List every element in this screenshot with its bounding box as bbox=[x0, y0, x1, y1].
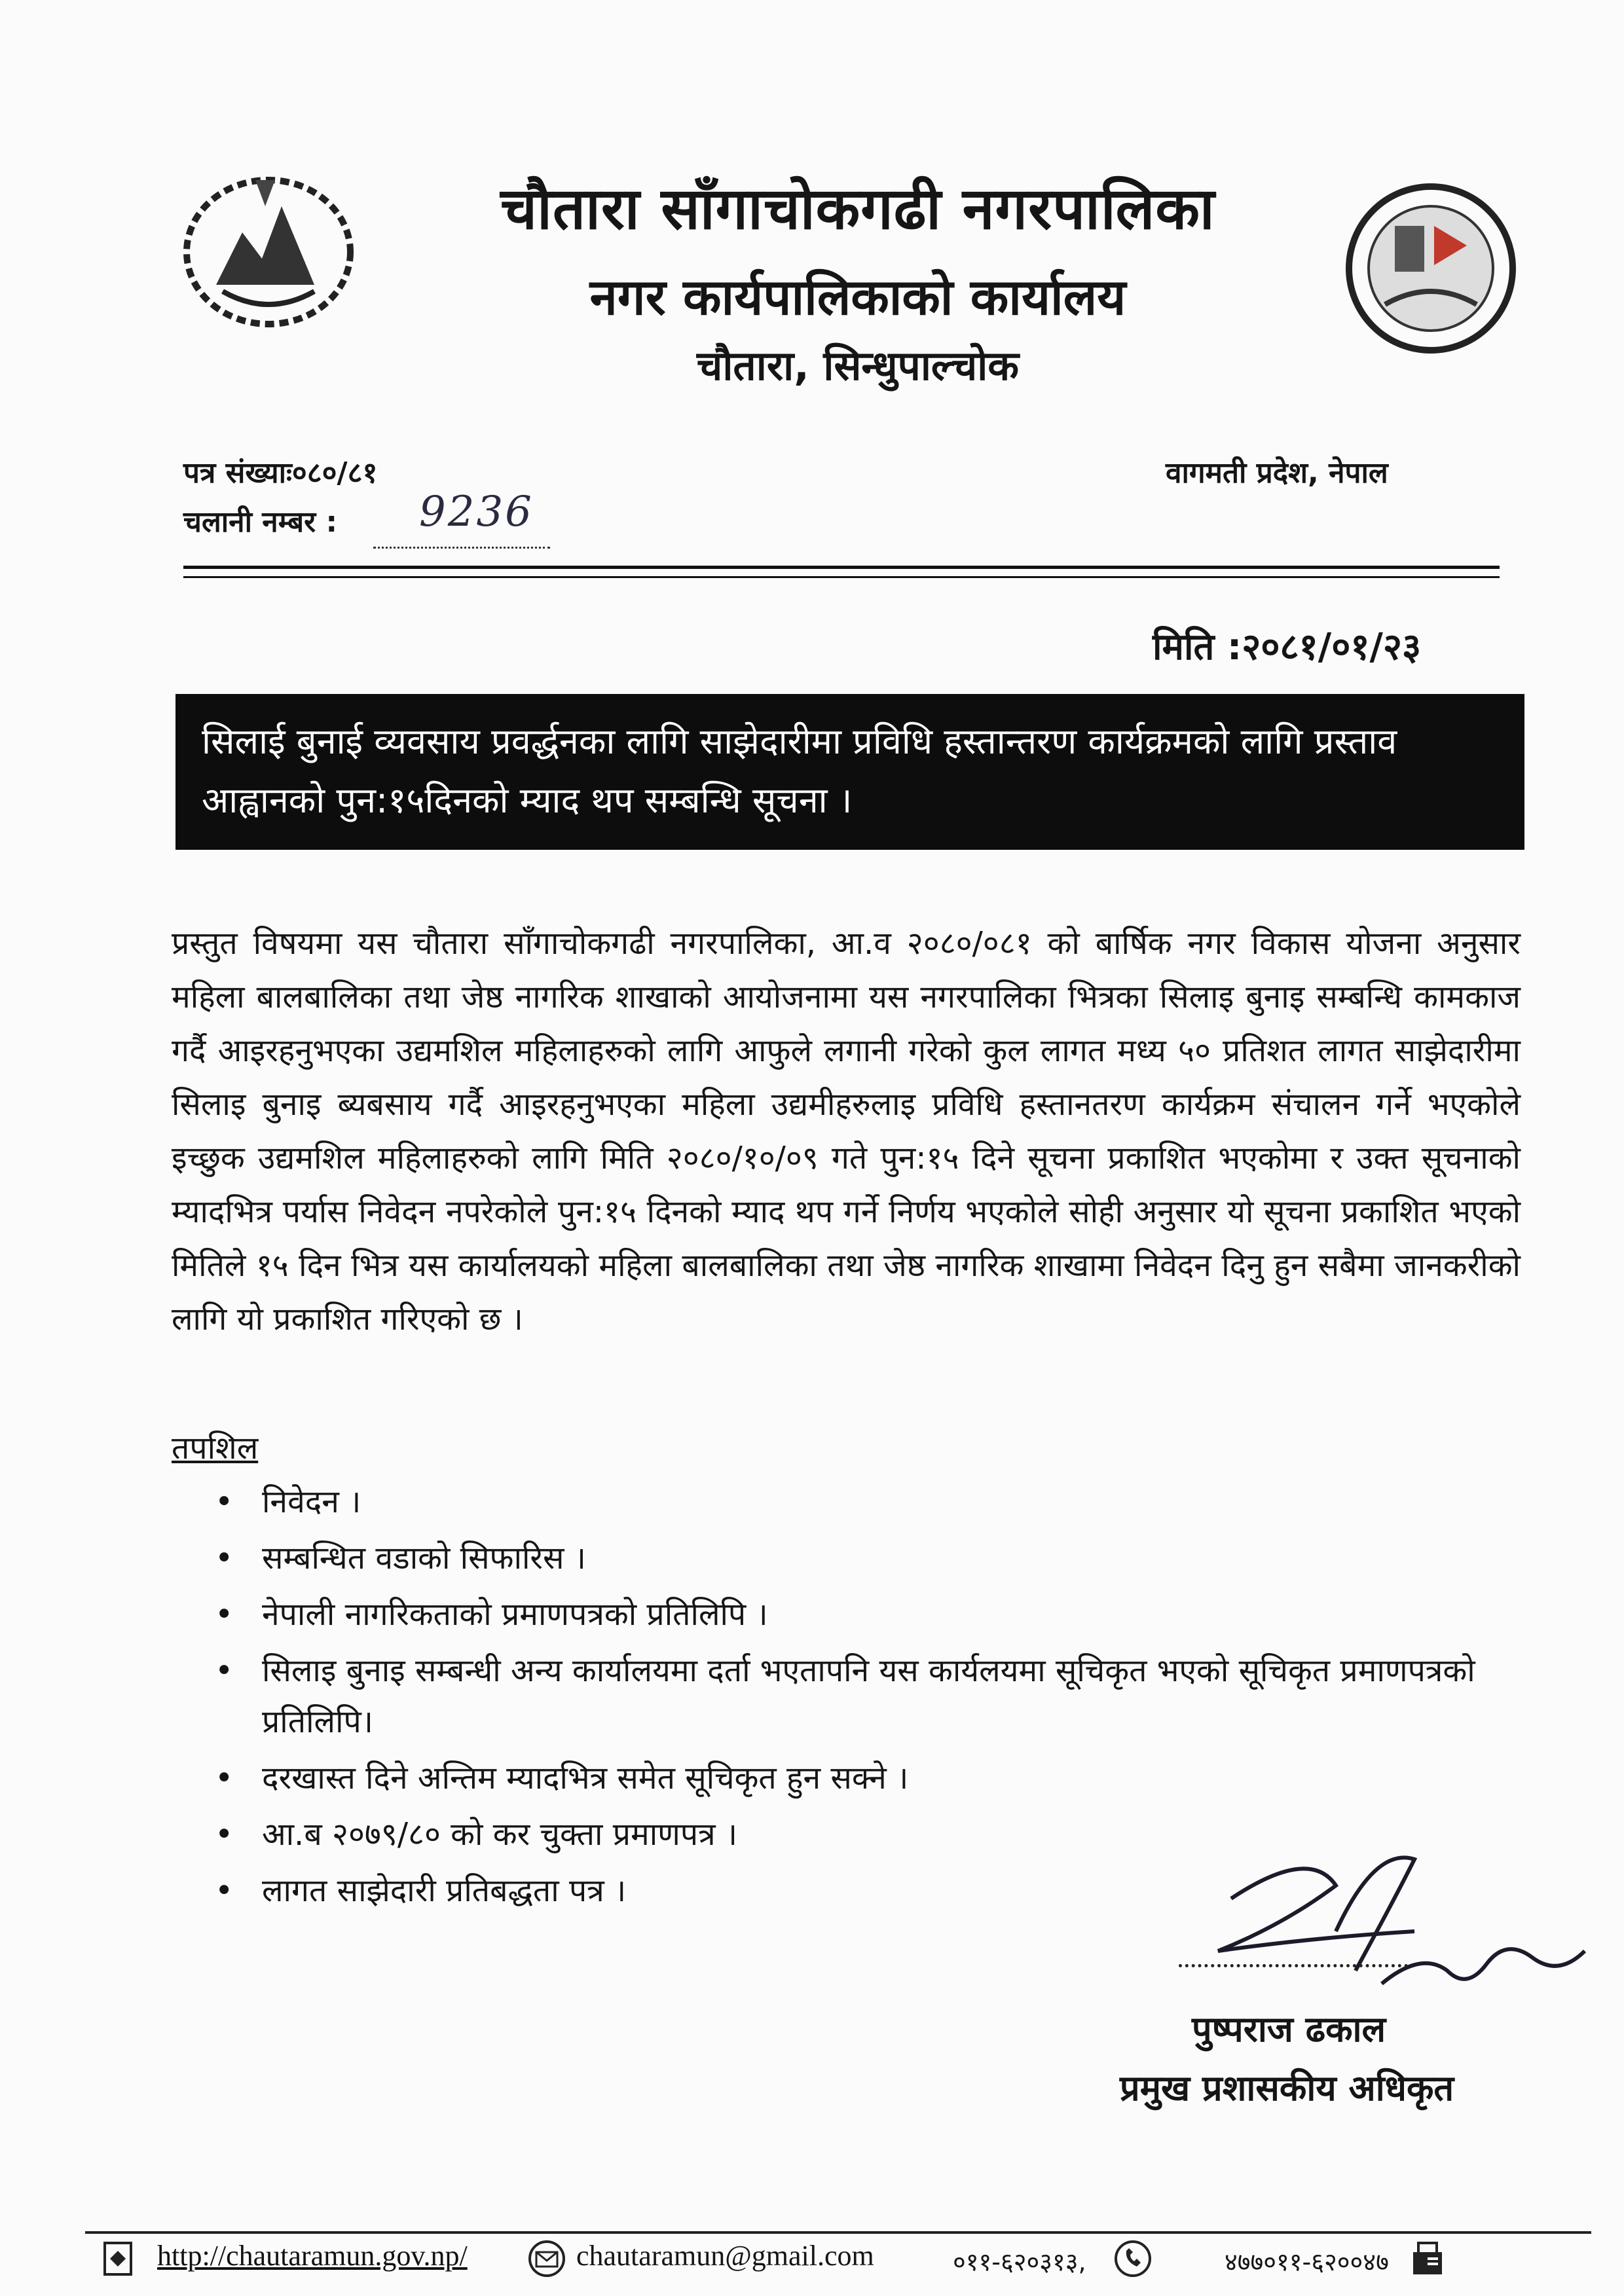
office-address: चौतारा, सिन्धुपाल्चोक bbox=[697, 342, 1019, 390]
phone-icon bbox=[1113, 2239, 1153, 2278]
fax-icon bbox=[1408, 2239, 1447, 2278]
header-divider-thin bbox=[183, 576, 1500, 578]
list-item: • नेपाली नागरिकताको प्रमाणपत्रको प्रतिलिपि । bbox=[210, 1589, 1519, 1640]
web-icon bbox=[98, 2239, 138, 2278]
footer-divider bbox=[85, 2231, 1591, 2234]
signatory-title: प्रमुख प्रशासकीय अधिकृत bbox=[1120, 2068, 1454, 2109]
subject-text: सिलाई बुनाई व्यवसाय प्रवर्द्धनका लागि साझेदारीमा प्रविधि हस्तान्तरण कार्यक्रमको लागि प्रस्ताव आह्वानको पुन:१५दिनको म्याद थप सम्बन्धि सूचना । bbox=[202, 721, 1397, 821]
bullet-icon: • bbox=[215, 1872, 234, 1909]
subject-banner bbox=[175, 694, 1524, 850]
signature-line bbox=[1179, 1964, 1408, 1967]
list-item: • सम्बन्धित वडाको सिफारिस । bbox=[210, 1533, 1519, 1584]
header-divider bbox=[183, 566, 1500, 569]
annex-title: तपशिल bbox=[172, 1430, 259, 1467]
dispatch-number-handwritten: 9236 bbox=[419, 488, 534, 536]
bullet-icon: • bbox=[215, 1652, 234, 1689]
letter-number: पत्र संख्याः०८०/८१ bbox=[183, 456, 378, 490]
dispatch-underline bbox=[373, 547, 550, 549]
date: मिति :२०८१/०१/२३ bbox=[1153, 626, 1422, 668]
bullet-icon: • bbox=[215, 1484, 234, 1520]
mail-icon bbox=[527, 2239, 566, 2278]
province-label: वागमती प्रदेश, नेपाल bbox=[1166, 456, 1388, 490]
bullet-icon: • bbox=[215, 1540, 234, 1576]
list-item: • निवेदन । bbox=[210, 1476, 1519, 1527]
list-item: • लागत साझेदारी प्रतिबद्धता पत्र । bbox=[210, 1865, 1519, 1916]
bullet-icon: • bbox=[215, 1816, 234, 1853]
list-item: • दरखास्त दिने अन्तिम म्यादभित्र समेत सूचिकृत हुन सक्ने । bbox=[210, 1753, 1519, 1804]
municipality-logo bbox=[1333, 180, 1529, 357]
signatory-name: पुष्पराज ढकाल bbox=[1192, 2009, 1386, 2050]
mobile-number: ४७७०११-६२००४७ bbox=[1225, 2248, 1389, 2276]
website-link[interactable]: http://chautaramun.gov.np/ bbox=[157, 2240, 468, 2272]
office-name: नगर कार्यपालिकाको कार्यालय bbox=[589, 268, 1126, 326]
organization-name: चौतारा साँगाचोकगढी नगरपालिका bbox=[500, 175, 1215, 242]
list-item: • सिलाइ बुनाइ सम्बन्धी अन्य कार्यालयमा दर्ता भएतापनि यस कार्यलयमा सूचिकृत भएको सूचिकृत प्रमाणपत्रको प्रतिलिपि। bbox=[210, 1645, 1519, 1747]
dispatch-number-label: चलानी नम्बर : bbox=[183, 505, 338, 539]
phone-number: ०११-६२०३१३, bbox=[953, 2248, 1086, 2276]
bullet-icon: • bbox=[215, 1596, 234, 1633]
notice-body: प्रस्तुत विषयमा यस चौतारा साँगाचोकगढी नगरपालिका, आ.व २०८०/०८१ को बार्षिक नगर विकास योजना अनुसार महिला बालबालिका तथा जेष्ठ नागरिक शाखाको आयोजनामा यस नगरपालिका भित्रका सिलाइ बुनाइ सम्बन्धि कामकाज गर्दै आइरहनुभएका उद्यमशिल महिलाहरुको लागि आफुले लगानी गरेको कुल लागत मध्य ५० प्रतिशत लागत साझेदारीमा सिलाइ बुनाइ ब्यबसाय गर्दै आइरहनुभएका महिला उद्यमीहरुलाइ प्रविधि हस्तानतरण कार्यक्रम संचालन गर्ने भएकोले इच्छुक उद्यमशिल महिलाहरुको लागि मिति २०८०/१०/०९ गते पुन:१५ दिने सूचना प्रकाशित भएकोमा र उक्त सूचनाको म्यादभित्र पर्यास निवेदन नपरेकोले पुन:१५ दिनको म्याद थप गर्ने निर्णय भएकोले सोही अनुसार यो सूचना प्रकाशित भएको मितिले १५ दिन भित्र यस कार्यालयको महिला बालबालिका तथा जेष्ठ नागरिक शाखामा निवेदन दिनु हुन सबैमा जानकरीको लागि यो प्रकाशित गरिएको छ । bbox=[172, 925, 1521, 1338]
email-link[interactable]: chautaramun@gmail.com bbox=[576, 2240, 874, 2272]
nepal-emblem-logo bbox=[177, 160, 360, 331]
bullet-icon: • bbox=[215, 1760, 234, 1796]
list-item: • आ.ब २०७९/८० को कर चुक्ता प्रमाणपत्र । bbox=[210, 1809, 1519, 1860]
